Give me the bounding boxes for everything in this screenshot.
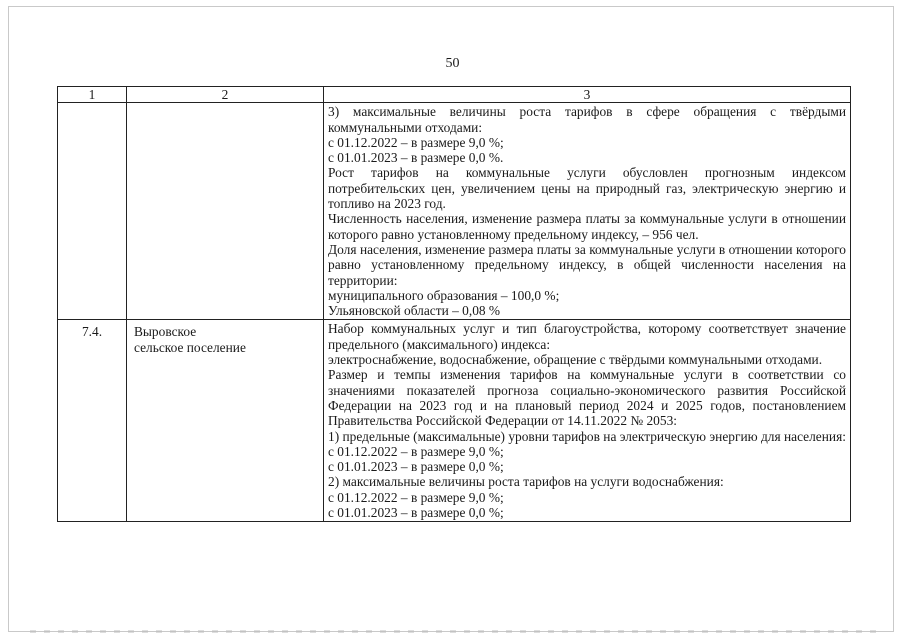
content-paragraph: с 01.01.2023 – в размере 0,0 %; (328, 459, 504, 475)
content-paragraph: с 01.12.2022 – в размере 9,0 %; (328, 489, 504, 505)
content-paragraph: электроснабжение, водоснабжение, обращение с твёрдыми коммунальными отходами. (328, 352, 823, 368)
content-paragraph: Численность населения, изменение размера платы за коммунальные услуги в отношении которого равно установленному предельному индексу, – 956 чел. (328, 211, 846, 242)
row-number-cell: 7.4. (58, 320, 127, 522)
row-content-cell (324, 103, 851, 320)
content-paragraph: 3) максимальные величины роста тарифов в сфере обращения с твёрдыми коммунальными отходами: (328, 104, 846, 135)
content-paragraph: Набор коммунальных услуг и тип благоустройства, которому соответствует значение предельного (максимального) индекса: (328, 321, 846, 352)
row-number-cell (58, 103, 127, 320)
column-header-2: 2 (127, 87, 324, 103)
content-paragraph: Размер и темпы изменения тарифов на коммунальные услуги в соответствии со значениями показателей прогноза социально-экономического развития Российской Федерации на 2023 год и на плановый период 2024 и 2025 годов, постановлением Правительства Российской Федерации от 14.11.2022 № 2053: (328, 367, 846, 429)
content-paragraph: 1) предельные (максимальные) уровни тарифов на электрическую энергию для населения: (328, 428, 846, 444)
content-paragraph: с 01.01.2023 – в размере 0,0 %; (328, 505, 504, 521)
row-name-cell (127, 103, 324, 320)
page-number: 50 (445, 56, 460, 71)
table-row (58, 103, 851, 320)
table-row (58, 320, 851, 522)
content-paragraph: с 01.12.2022 – в размере 9,0 %; (328, 443, 504, 459)
content-paragraph: Доля населения, изменение размера платы за коммунальные услуги в отношении которого равно установленному предельному индексу, в общей численности населения на территории: (328, 241, 846, 288)
settlement-name-line: Выровское (134, 324, 197, 340)
settlement-name-line: сельское поселение (134, 339, 246, 355)
column-header-1: 1 (58, 87, 127, 103)
row-content-cell (324, 320, 851, 522)
row-name-cell (127, 320, 324, 522)
scan-edge-noise (30, 630, 880, 633)
content-paragraph: 2) максимальные величины роста тарифов на услуги водоснабжения: (328, 474, 724, 490)
content-paragraph: с 01.01.2023 – в размере 0,0 %. (328, 150, 504, 166)
column-header-3: 3 (324, 87, 851, 103)
content-paragraph: Ульяновской области – 0,08 % (328, 303, 501, 319)
content-paragraph: с 01.12.2022 – в размере 9,0 %; (328, 134, 504, 150)
document-table (57, 86, 851, 522)
content-paragraph: Рост тарифов на коммунальные услуги обусловлен прогнозным индексом потребительских цен, увеличением цены на природный газ, электрическую энергию и топливо на 2023 год. (328, 165, 846, 212)
content-paragraph: муниципального образования – 100,0 %; (328, 287, 560, 303)
table-header-row (58, 87, 851, 103)
